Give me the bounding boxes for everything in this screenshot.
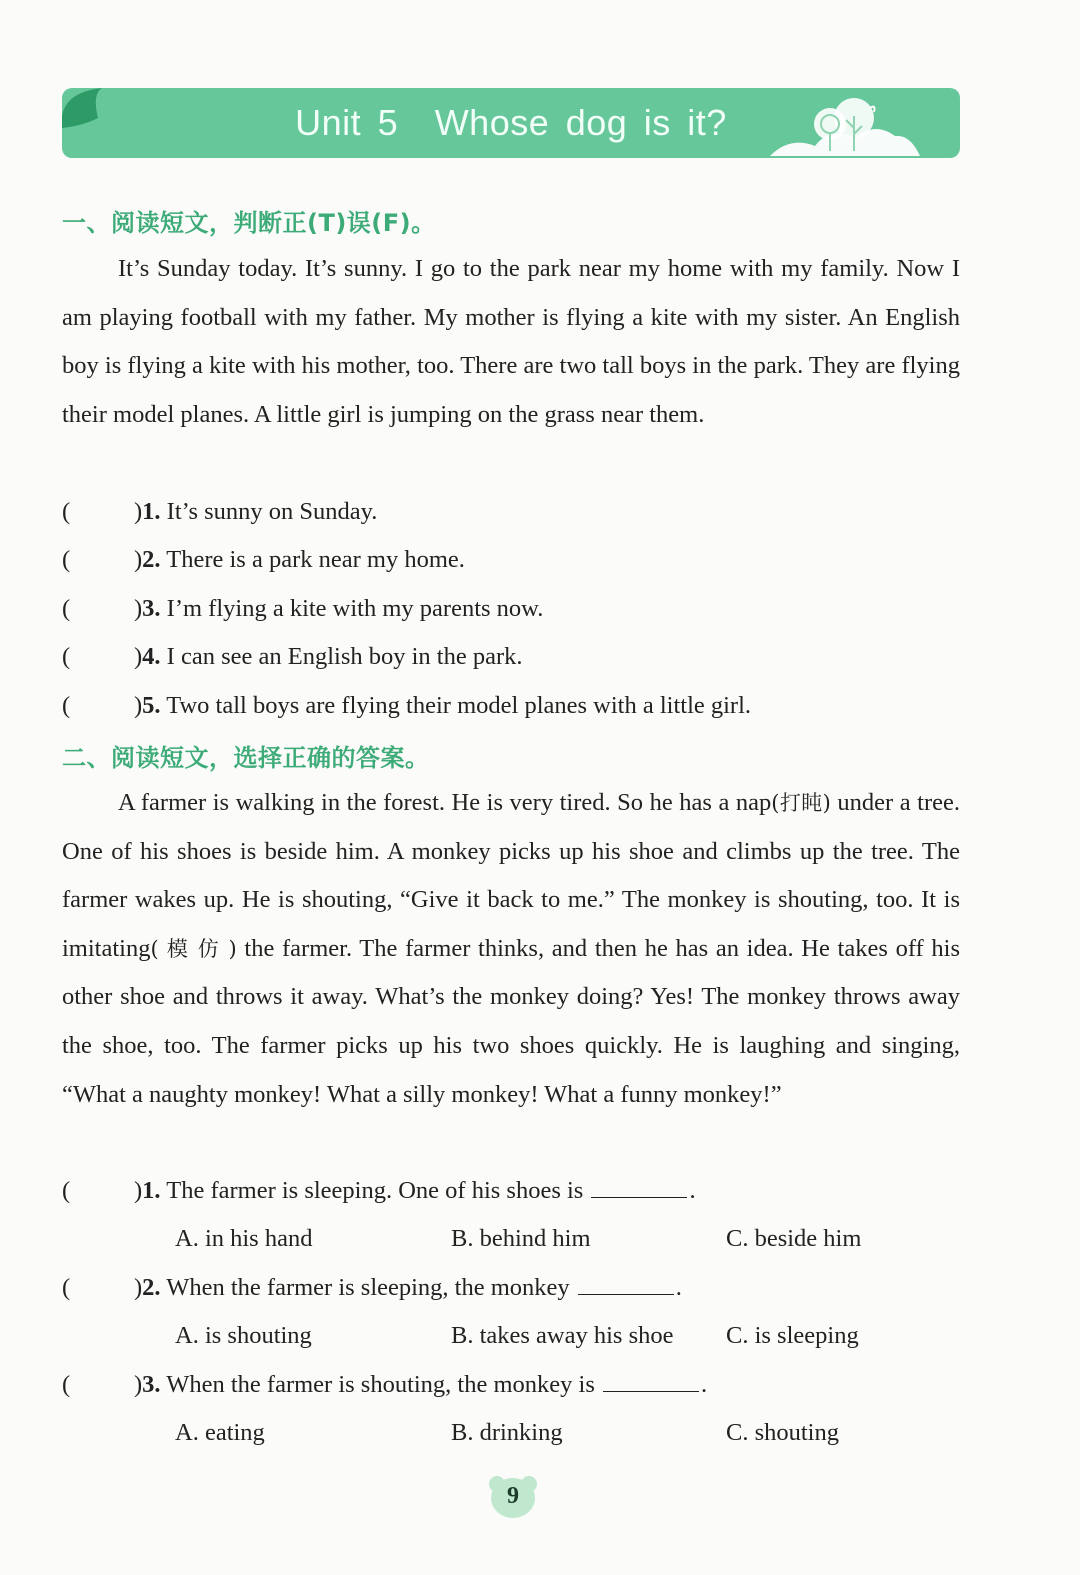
answer-paren-close: ) <box>134 1274 143 1301</box>
banner-fold-corner <box>62 88 102 128</box>
option-b: B. behind him <box>451 1225 591 1252</box>
answer-paren-open: ( <box>62 1371 71 1398</box>
question-text: When the farmer is shouting, the monkey is <box>160 1371 602 1398</box>
page-number-badge <box>487 1472 539 1520</box>
passage-text: the farmer. The farmer thinks, and then he has an idea. He takes off his other shoe and throws it away. What’s the monkey doing? Yes! The monkey throws away the shoe, too. The farmer picks up his two shoes quickly. He is laughing and singing, “What a naughty monkey! What a silly monkey! What a funny monkey!” <box>62 934 960 1108</box>
tf-question-4 <box>62 642 960 672</box>
answer-paren-close: ) <box>134 643 143 670</box>
question-text: The farmer is sleeping. One of his shoes is <box>160 1177 590 1204</box>
tf-question-3 <box>62 594 960 624</box>
question-number: 2. <box>142 546 161 573</box>
question-number: 3. <box>142 595 161 622</box>
passage-text: under a tree. One of his shoes is beside him. A monkey picks up his shoe and climbs up the tree. The farmer wakes up. He is shouting, “Give it back to me.” The monkey is shouting, too. It is imitating <box>62 789 961 962</box>
question-text: Two tall boys are flying their model planes with a little girl. <box>160 692 752 719</box>
question-number: 2. <box>142 1274 161 1301</box>
answer-paren-open: ( <box>62 1177 71 1204</box>
answer-paren-open: ( <box>62 692 71 719</box>
question-number: 5. <box>142 692 161 719</box>
answer-paren-open: ( <box>62 595 71 622</box>
page-number: 9 <box>507 1483 519 1509</box>
answer-paren-close: ) <box>134 595 143 622</box>
answer-paren-open: ( <box>62 546 71 573</box>
answer-blank <box>603 1371 699 1392</box>
passage-text: A farmer is walking in the forest. He is very tired. So he has a nap <box>118 789 772 816</box>
tree-decoration-icon <box>770 96 920 156</box>
question-number: 4. <box>142 643 161 670</box>
question-text: It’s sunny on Sunday. <box>160 498 378 525</box>
tf-question-1 <box>62 497 960 527</box>
question-text: I can see an English boy in the park. <box>160 643 523 670</box>
section2-heading: 二、阅读短文，选择正确的答案。 <box>62 744 430 772</box>
option-a: A. in his hand <box>175 1225 313 1252</box>
section1-passage: It’s Sunday today. It’s sunny. I go to the park near my home with my family. Now I am playing football with my father. My mother is flying a kite with my sister. An English boy is flying a kite with his mother, too. There are two tall boys in the park. They are flying their model planes. A little girl is jumping on the grass near them. <box>62 255 960 428</box>
question-end: . <box>701 1371 708 1398</box>
question-end: . <box>689 1177 696 1204</box>
section2-passage <box>62 779 960 1119</box>
option-b: B. drinking <box>451 1419 563 1446</box>
option-a: A. is shouting <box>175 1322 312 1349</box>
answer-paren-close: ) <box>134 498 143 525</box>
option-c: C. shouting <box>726 1419 839 1446</box>
option-a: A. eating <box>175 1419 265 1446</box>
tf-question-2 <box>62 545 960 575</box>
option-c: C. beside him <box>726 1225 862 1252</box>
option-c: C. is sleeping <box>726 1322 859 1349</box>
gloss-imitate: ( 模 仿 ) <box>150 936 237 961</box>
gloss-nap: (打盹) <box>771 791 831 815</box>
question-text: There is a park near my home. <box>160 546 465 573</box>
answer-paren-close: ) <box>134 546 143 573</box>
answer-paren-open: ( <box>62 498 71 525</box>
mc-question-1 <box>62 1176 960 1206</box>
question-text: When the farmer is sleeping, the monkey <box>160 1274 576 1301</box>
option-b: B. takes away his shoe <box>451 1322 674 1349</box>
answer-paren-close: ) <box>134 1371 143 1398</box>
answer-paren-close: ) <box>134 692 143 719</box>
question-number: 1. <box>142 498 161 525</box>
question-number: 1. <box>142 1177 161 1204</box>
answer-paren-open: ( <box>62 643 71 670</box>
answer-paren-close: ) <box>134 1177 143 1204</box>
answer-blank <box>591 1177 687 1198</box>
question-number: 3. <box>142 1371 161 1398</box>
mc-question-2 <box>62 1273 960 1303</box>
mc-question-3 <box>62 1370 960 1400</box>
unit-title: Unit 5 Whose dog is it? <box>295 102 727 143</box>
section1-heading: 一、阅读短文，判断正(T)误(F)。 <box>62 209 436 237</box>
question-end: . <box>675 1274 682 1301</box>
tf-question-5 <box>62 691 960 721</box>
answer-paren-open: ( <box>62 1274 71 1301</box>
question-text: I’m flying a kite with my parents now. <box>160 595 544 622</box>
unit-banner <box>62 88 960 158</box>
answer-blank <box>578 1274 674 1295</box>
